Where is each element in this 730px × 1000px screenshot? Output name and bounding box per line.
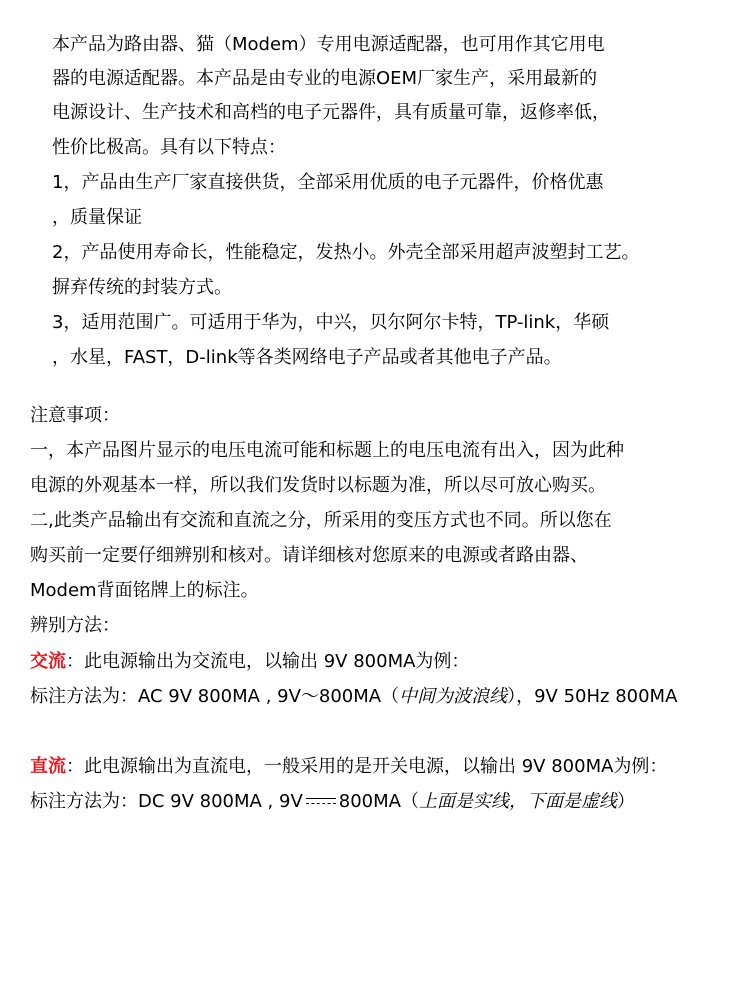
note-1-line-2: 电源的外观基本一样，所以我们发货时以标题为准，所以尽可放心购买。 [30,475,606,496]
intro-line-1: 本产品为路由器、猫（Modem）专用电源适配器，也可用作其它用电 [52,34,605,55]
intro-line-4: 性价比极高。具有以下特点： [52,137,286,158]
dc-mark-prefix: 标注方法为：DC 9V 800MA , 9V [30,791,303,812]
method-heading: 辨别方法： [30,615,120,636]
ac-mark-suffix: ），9V 50Hz 800MA [507,686,678,707]
intro-line-3: 电源设计、生产技术和高档的电子元器件，具有质量可靠，返修率低， [52,102,610,123]
note-2-line-1: 二,此类产品输出有交流和直流之分，所采用的变压方式也不同。所以您在 [30,510,612,531]
ac-marking [30,686,677,708]
dc-mark-value: 800MA（ [338,791,419,812]
notes-heading: 注意事项： [30,405,120,426]
feature-3-line-2: ，水星，FAST，D-link等各类网络电子产品或者其他电子产品。 [52,347,562,368]
note-1-line-1: 一，本产品图片显示的电压电流可能和标题上的电压电流有出入，因为此种 [30,440,624,461]
dc-marking [30,791,635,813]
feature-3-line-1: 3，适用范围广。可适用于华为，中兴，贝尔阿尔卡特，TP-link，华硕 [52,312,610,333]
feature-1-line-1: 1，产品由生产厂家直接供货，全部采用优质的电子元器件，价格优惠 [52,172,604,193]
ac-mark-prefix: 标注方法为：AC 9V 800MA , 9V～800MA（ [30,686,400,707]
dc-symbol-icon [304,795,338,809]
ac-label: 交流 [30,651,66,672]
feature-1-line-2: ，质量保证 [52,207,142,228]
ac-desc-text: ：此电源输出为交流电，以输出 9V 800MA为例： [66,651,470,672]
note-2-line-2: 购买前一定要仔细辨别和核对。请详细核对您原来的电源或者路由器、 [30,545,588,566]
intro-line-2: 器的电源适配器。本产品是由专业的电源OEM厂家生产，采用最新的 [52,68,598,89]
feature-2-line-1: 2，产品使用寿命长，性能稳定，发热小。外壳全部采用超声波塑封工艺。 [52,242,640,263]
ac-mark-note: 中间为波浪线 [399,686,508,707]
note-2-line-3: Modem背面铭牌上的标注。 [30,580,259,601]
dc-mark-suffix: ） [616,791,635,812]
feature-2-line-2: 摒弃传统的封装方式。 [52,277,232,298]
dc-desc-text: ：此电源输出为直流电，一般采用的是开关电源，以输出 9V 800MA为例： [66,756,668,777]
ac-description [30,651,469,673]
dc-label: 直流 [30,756,66,777]
dc-mark-note: 上面是实线，下面是虚线 [418,791,617,812]
dc-description [30,756,667,778]
